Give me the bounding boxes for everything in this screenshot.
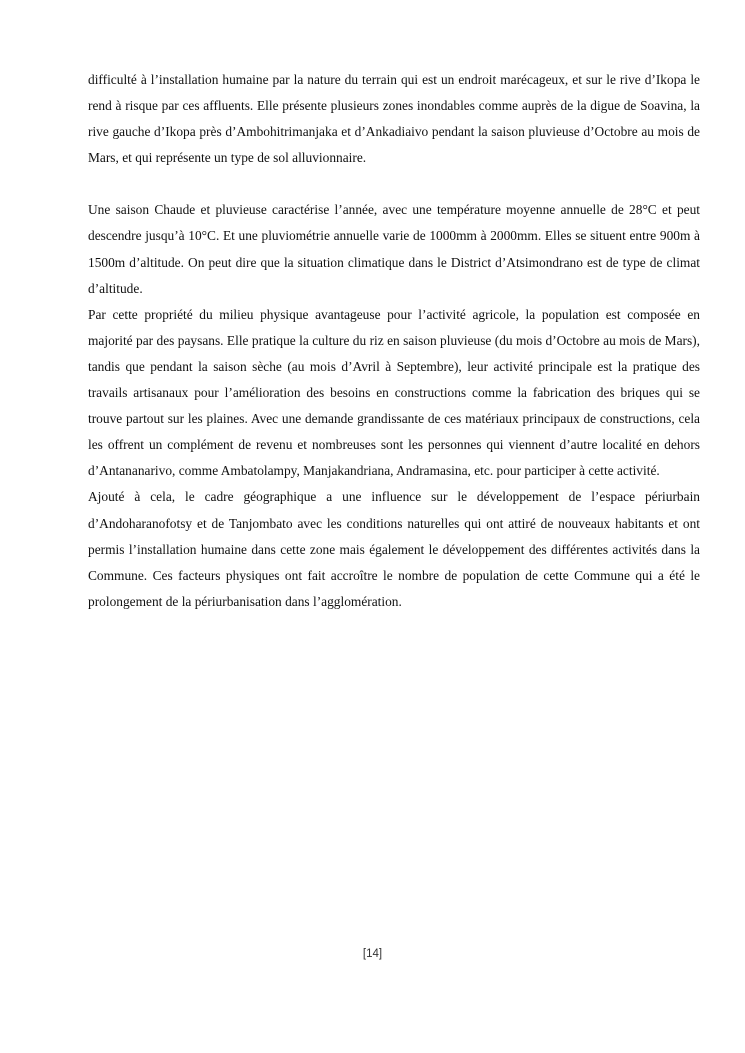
paragraph-geography: Ajouté à cela, le cadre géographique a une influence sur le développement de l’espace périurbain d’Andoharanofotsy et de Tanjombato avec les conditions naturelles qui ont attiré de nouveaux habitants et ont permis l’installation humaine dans cette zone mais également le développement des différentes activités dans la Commune. Ces facteurs physiques ont fait accroître le nombre de population de cette Commune qui a été le prolongement de la périurbanisation dans l’agglomération. [88,489,700,609]
body-text [88,67,700,615]
paragraph-climate: Une saison Chaude et pluvieuse caractérise l’année, avec une température moyenne annuelle de 28°C et peut descendre jusqu’à 10°C. Et une pluviométrie annuelle varie de 1000mm à 2000mm. Elles se situent entre 900m à 1500m d’altitude. On peut dire que la situation climatique dans le District d’Atsimondrano est de type de climat d’altitude. [88,202,700,296]
paragraph-population: Par cette propriété du milieu physique avantageuse pour l’activité agricole, la population est composée en majorité par des paysans. Elle pratique la culture du riz en saison pluvieuse (du mois d’Octobre au mois de Mars), tandis que pendant la saison sèche (au mois d’Avril à Septembre), leur activité principale est la pratique des travails artisanaux pour l’amélioration des besoins en constructions comme la fabrication des briques qui se trouve partout sur les plaines. Avec une demande grandissante de ces matériaux principaux de constructions, cela les offrent un complément de revenu et nombreuses sont les personnes qui viennent d’autre localité en dehors d’Antananarivo, comme Ambatolampy, Manjakandriana, Andramasina, etc. pour participer à cette activité. [88,306,700,479]
page-number: [14] [362,948,383,960]
paragraph-terrain: difficulté à l’installation humaine par la nature du terrain qui est un endroit marécageux, et sur le rive d’Ikopa le rend à risque par ces affluents. Elle présente plusieurs zones inondables comme auprès de la digue de Soavina, la rive gauche d’Ikopa près d’Ambohitrimanjaka et d’Ankadiaivo pendant la saison pluvieuse d’Octobre au mois de Mars, et qui représente un type de sol alluvionnaire. [88,72,700,166]
